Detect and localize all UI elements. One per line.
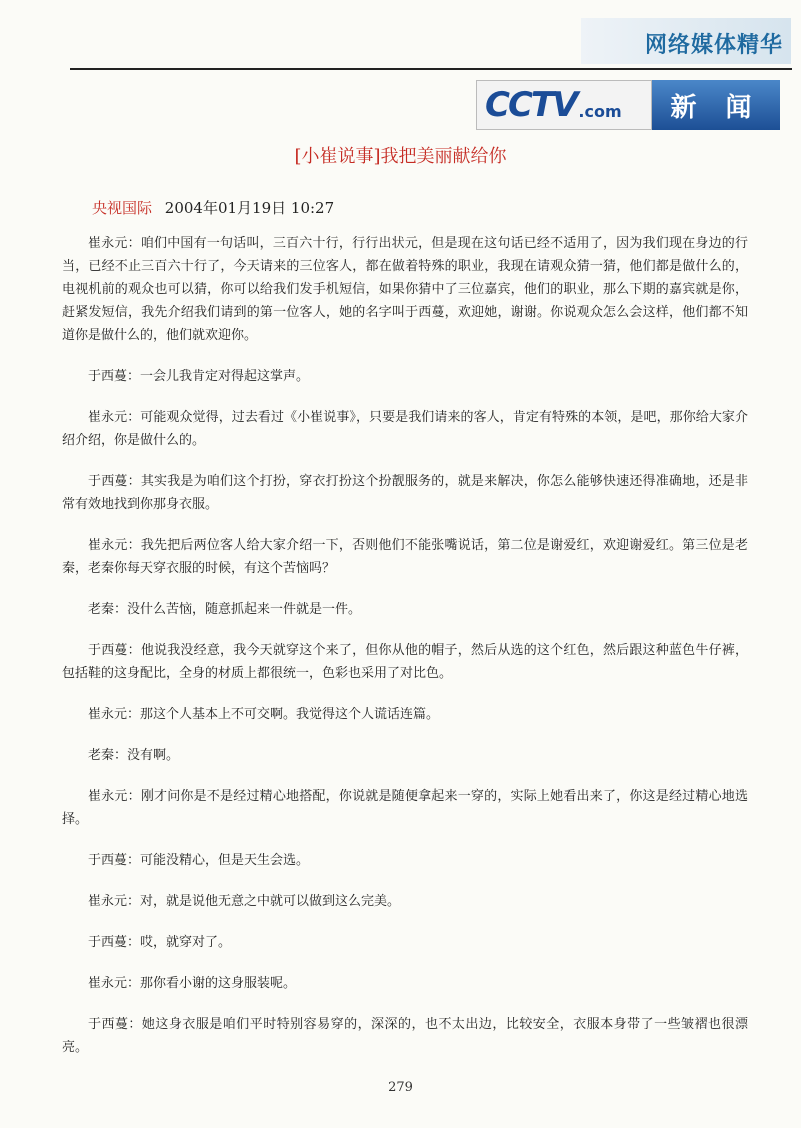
article-body <box>62 232 748 1059</box>
article-title: [小崔说事]我把美丽献给你 <box>294 146 507 167</box>
paragraph: 于西蔓：哎，就穿对了。 <box>88 935 232 950</box>
cctv-logo-domain: .com <box>578 101 622 121</box>
cctv-logo-letters: CCTV <box>485 85 577 125</box>
article-source: 央视国际 <box>92 199 153 217</box>
cctv-logo-channel: 新 闻 <box>652 80 780 130</box>
paragraph: 崔永元：我先把后两位客人给大家介绍一下，否则他们不能张嘴说话，第二位是谢爱红，欢迎谢爱红。第三位是老秦，老秦你每天穿衣服的时候，有这个苦恼吗？ <box>62 538 748 576</box>
page-number: 279 <box>388 1080 413 1095</box>
paragraph: 于西蔓：其实我是为咱们这个打扮，穿衣打扮这个扮靓服务的，就是来解决，你怎么能够快速还得准确地，还是非常有效地找到你那身衣服。 <box>62 474 748 512</box>
article-meta <box>92 197 334 218</box>
section-banner-text: 网络媒体精华 <box>644 33 783 58</box>
article-datetime: 2004年01月19日 10:27 <box>164 199 335 217</box>
paragraph: 崔永元：咱们中国有一句话叫，三百六十行，行行出状元，但是现在这句话已经不适用了，因为我们现在身边的行当，已经不止三百六十行了，今天请来的三位客人，都在做着特殊的职业，我现在请观众猜一猜，他们都是做什么的，电视机前的观众也可以猜，你可以给我们发手机短信，如果你猜中了三位嘉宾，他们的职业，那么下期的嘉宾就是你，赶紧发短信，我先介绍我们请到的第一位客人，她的名字叫于西蔓，欢迎她，谢谢。你说观众怎么会这样，他们都不知道你是做什么的，他们就欢迎你。 <box>62 236 748 343</box>
cctv-logo-wordmark <box>476 80 652 130</box>
paragraph: 崔永元：对，就是说他无意之中就可以做到这么完美。 <box>88 894 401 909</box>
header-rule <box>70 68 792 70</box>
paragraph: 于西蔓：他说我没经意，我今天就穿这个来了，但你从他的帽子，然后从选的这个红色，然后跟这种蓝色牛仔裤，包括鞋的这身配比，全身的材质上都很统一，色彩也采用了对比色。 <box>62 643 748 681</box>
paragraph: 老秦：没有啊。 <box>88 748 180 763</box>
paragraph: 老秦：没什么苦恼，随意抓起来一件就是一件。 <box>88 602 362 617</box>
paragraph: 崔永元：那你看小谢的这身服装呢。 <box>88 976 297 991</box>
paragraph: 崔永元：刚才问你是不是经过精心地搭配，你说就是随便拿起来一穿的，实际上她看出来了，你这是经过精心地选择。 <box>62 789 748 827</box>
paragraph: 崔永元：可能观众觉得，过去看过《小崔说事》，只要是我们请来的客人，肯定有特殊的本领，是吧，那你给大家介绍介绍，你是做什么的。 <box>62 410 748 448</box>
paragraph: 于西蔓：可能没精心，但是天生会选。 <box>88 853 310 868</box>
paragraph: 于西蔓：她这身衣服是咱们平时特别容易穿的，深深的，也不太出边，比较安全，衣服本身带了一些皱褶也很漂亮。 <box>62 1017 748 1055</box>
paragraph: 崔永元：那这个人基本上不可交啊。我觉得这个人谎话连篇。 <box>88 707 440 722</box>
section-banner <box>581 18 791 64</box>
paragraph: 于西蔓：一会儿我肯定对得起这掌声。 <box>88 369 310 384</box>
cctv-news-logo <box>476 80 780 130</box>
